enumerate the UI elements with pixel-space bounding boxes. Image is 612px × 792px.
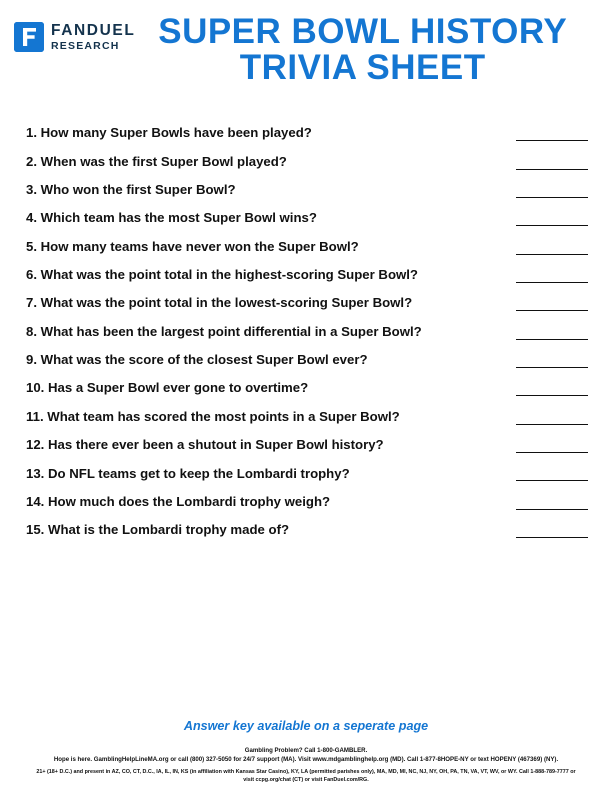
brand-logo <box>14 14 135 52</box>
answer-blank[interactable] <box>516 127 588 141</box>
question-text: 12. Has there ever been a shutout in Super Bowl history? <box>26 437 384 453</box>
question-text: 10. Has a Super Bowl ever gone to overtime? <box>26 380 309 396</box>
question-text: 7. What was the point total in the lowest-scoring Super Bowl? <box>26 295 413 311</box>
question-text: 8. What has been the largest point differential in a Super Bowl? <box>26 323 422 339</box>
question-row <box>26 409 588 425</box>
question-row <box>26 466 588 482</box>
page-header <box>0 0 612 95</box>
answer-blank[interactable] <box>516 326 588 340</box>
brand-name-top: FANDUEL <box>51 22 136 39</box>
brand-name-bottom: RESEARCH <box>51 39 120 52</box>
question-text: 2. When was the first Super Bowl played? <box>26 153 287 169</box>
question-text: 4. Which team has the most Super Bowl wins? <box>26 210 317 226</box>
question-row <box>26 182 588 198</box>
page-footer <box>0 707 612 792</box>
page-title <box>135 14 594 85</box>
answer-blank[interactable] <box>516 269 588 283</box>
legal-line-1: Gambling Problem? Call 1-800-GAMBLER. <box>244 747 368 755</box>
question-text: 1. How many Super Bowls have been played? <box>26 125 312 141</box>
answer-blank[interactable] <box>516 354 588 368</box>
answer-blank[interactable] <box>516 156 588 170</box>
question-text: 14. How much does the Lombardi trophy weigh? <box>26 493 331 509</box>
question-text: 13. Do NFL teams get to keep the Lombardi trophy? <box>26 465 350 481</box>
answer-blank[interactable] <box>516 411 588 425</box>
legal-line-2: Hope is here. GamblingHelpLineMA.org or call (800) 327-5050 for 24/7 support (MA). Visit www.mdgamblinghelp.org (MD). Call 1-877-8HOPE-NY or text HOPENY (467369) (NY). <box>53 755 559 763</box>
answer-blank[interactable] <box>516 496 588 510</box>
question-row <box>26 154 588 170</box>
title-line-1: SUPER BOWL HISTORY <box>158 12 568 51</box>
question-text: 5. How many teams have never won the Super Bowl? <box>26 238 359 254</box>
answer-blank[interactable] <box>516 212 588 226</box>
questions-list <box>0 95 612 707</box>
question-row <box>26 437 588 453</box>
answer-key-note: Answer key available on a seperate page <box>183 719 429 734</box>
question-row <box>26 522 588 538</box>
answer-blank[interactable] <box>516 241 588 255</box>
legal-disclaimer <box>18 747 594 765</box>
question-text: 11. What team has scored the most points in a Super Bowl? <box>26 408 400 424</box>
question-row <box>26 494 588 510</box>
answer-blank[interactable] <box>516 524 588 538</box>
question-row <box>26 352 588 368</box>
legal-line-3: 21+ (18+ D.C.) and present in AZ, CO, CT, D.C., IA, IL, IN, KS (in affiliation with Kansas Star Casino), KY, LA (permitted parishes only), MA, MD, MI, NC, NJ, NY, OH, PA, TN, VA, VT, WV, or WY. Call 1-888-789-7777 or visit ccpg.org/chat (CT) or visit FanDuel.com/RG. <box>36 768 576 783</box>
brand-wordmark <box>51 23 135 51</box>
question-row <box>26 380 588 396</box>
answer-blank[interactable] <box>516 297 588 311</box>
question-row <box>26 239 588 255</box>
question-text: 15. What is the Lombardi trophy made of? <box>26 522 290 538</box>
answer-blank[interactable] <box>516 184 588 198</box>
question-row <box>26 324 588 340</box>
question-text: 3. Who won the first Super Bowl? <box>26 182 236 198</box>
question-row <box>26 210 588 226</box>
question-text: 9. What was the score of the closest Super Bowl ever? <box>26 352 368 368</box>
question-row <box>26 125 588 141</box>
answer-blank[interactable] <box>516 439 588 453</box>
title-line-2: TRIVIA SHEET <box>239 47 486 87</box>
question-row <box>26 295 588 311</box>
fanduel-flag-icon <box>14 22 44 52</box>
answer-blank[interactable] <box>516 467 588 481</box>
question-text: 6. What was the point total in the highest-scoring Super Bowl? <box>26 267 418 283</box>
answer-blank[interactable] <box>516 382 588 396</box>
question-row <box>26 267 588 283</box>
